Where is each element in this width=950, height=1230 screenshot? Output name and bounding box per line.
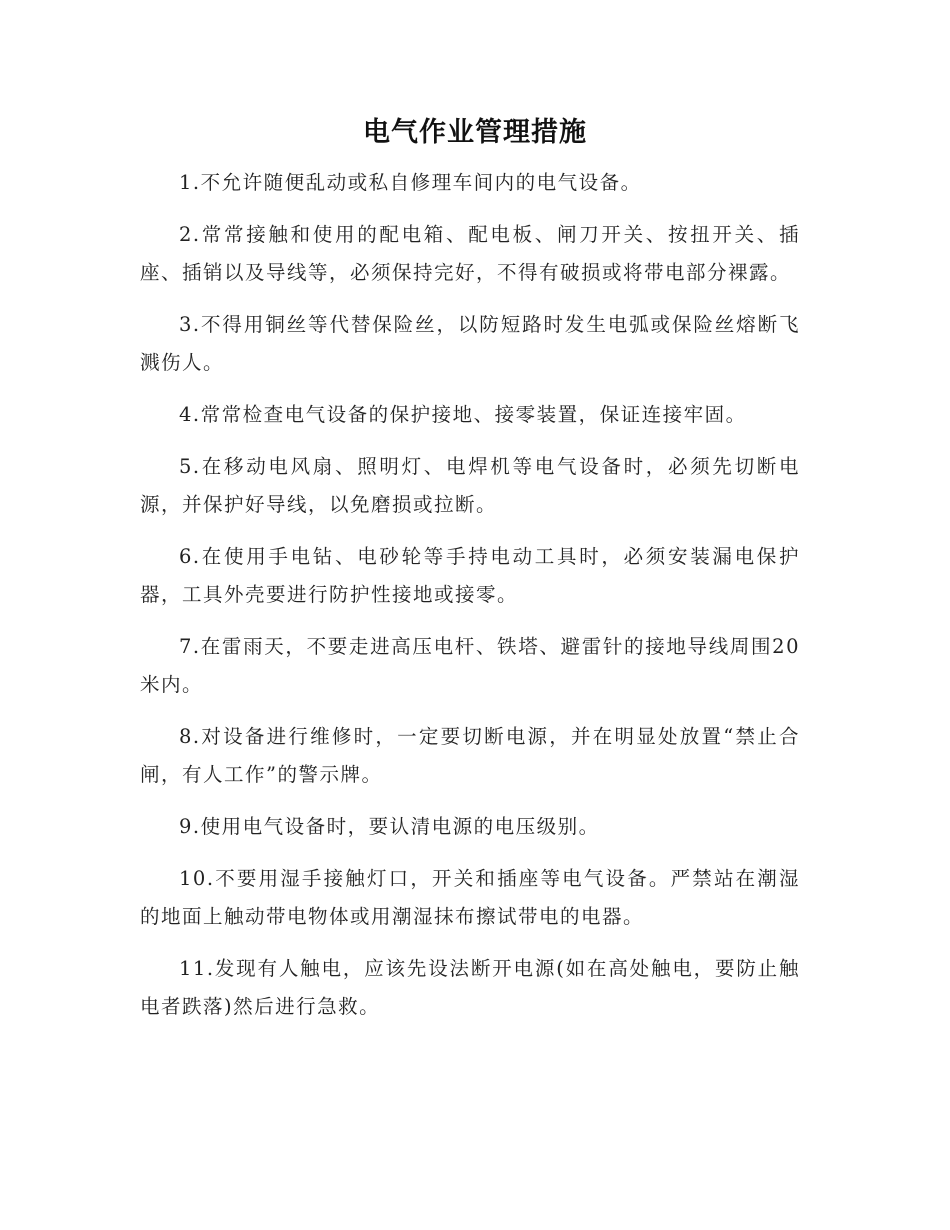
paragraph-8: 8.对设备进行维修时，一定要切断电源，并在明显处放置“禁止合闸，有人工作”的警示牌。 <box>140 725 800 786</box>
paragraph-10: 10.不要用湿手接触灯口，开关和插座等电气设备。严禁站在潮湿的地面上触动带电物体或用潮湿抹布擦试带电的电器。 <box>140 867 800 928</box>
paragraph-9: 9.使用电气设备时，要认清电源的电压级别。 <box>179 815 600 838</box>
page-title: 电气作业管理措施 <box>363 117 587 148</box>
paragraph-6: 6.在使用手电钻、电砂轮等手持电动工具时，必须安装漏电保护器，工具外壳要进行防护性接地或接零。 <box>140 545 800 606</box>
paragraph-7: 7.在雷雨天，不要走进高压电杆、铁塔、避雷针的接地导线周围20米内。 <box>140 635 800 696</box>
paragraph-1: 1.不允许随便乱动或私自修理车间内的电气设备。 <box>179 171 642 194</box>
paragraph-4: 4.常常检查电气设备的保护接地、接零装置，保证连接牢固。 <box>179 403 747 426</box>
paragraph-5: 5.在移动电风扇、照明灯、电焊机等电气设备时，必须先切断电源，并保护好导线，以免磨损或拉断。 <box>140 455 800 516</box>
paragraph-3: 3.不得用铜丝等代替保险丝，以防短路时发生电弧或保险丝熔断飞溅伤人。 <box>140 313 800 374</box>
paragraph-11: 11.发现有人触电，应该先设法断开电源(如在高处触电，要防止触电者跌落)然后进行急救。 <box>140 957 800 1018</box>
document-body <box>140 164 800 1040</box>
paragraph-2: 2.常常接触和使用的配电箱、配电板、闸刀开关、按扭开关、插座、插销以及导线等，必须保持完好，不得有破损或将带电部分裸露。 <box>140 223 800 284</box>
